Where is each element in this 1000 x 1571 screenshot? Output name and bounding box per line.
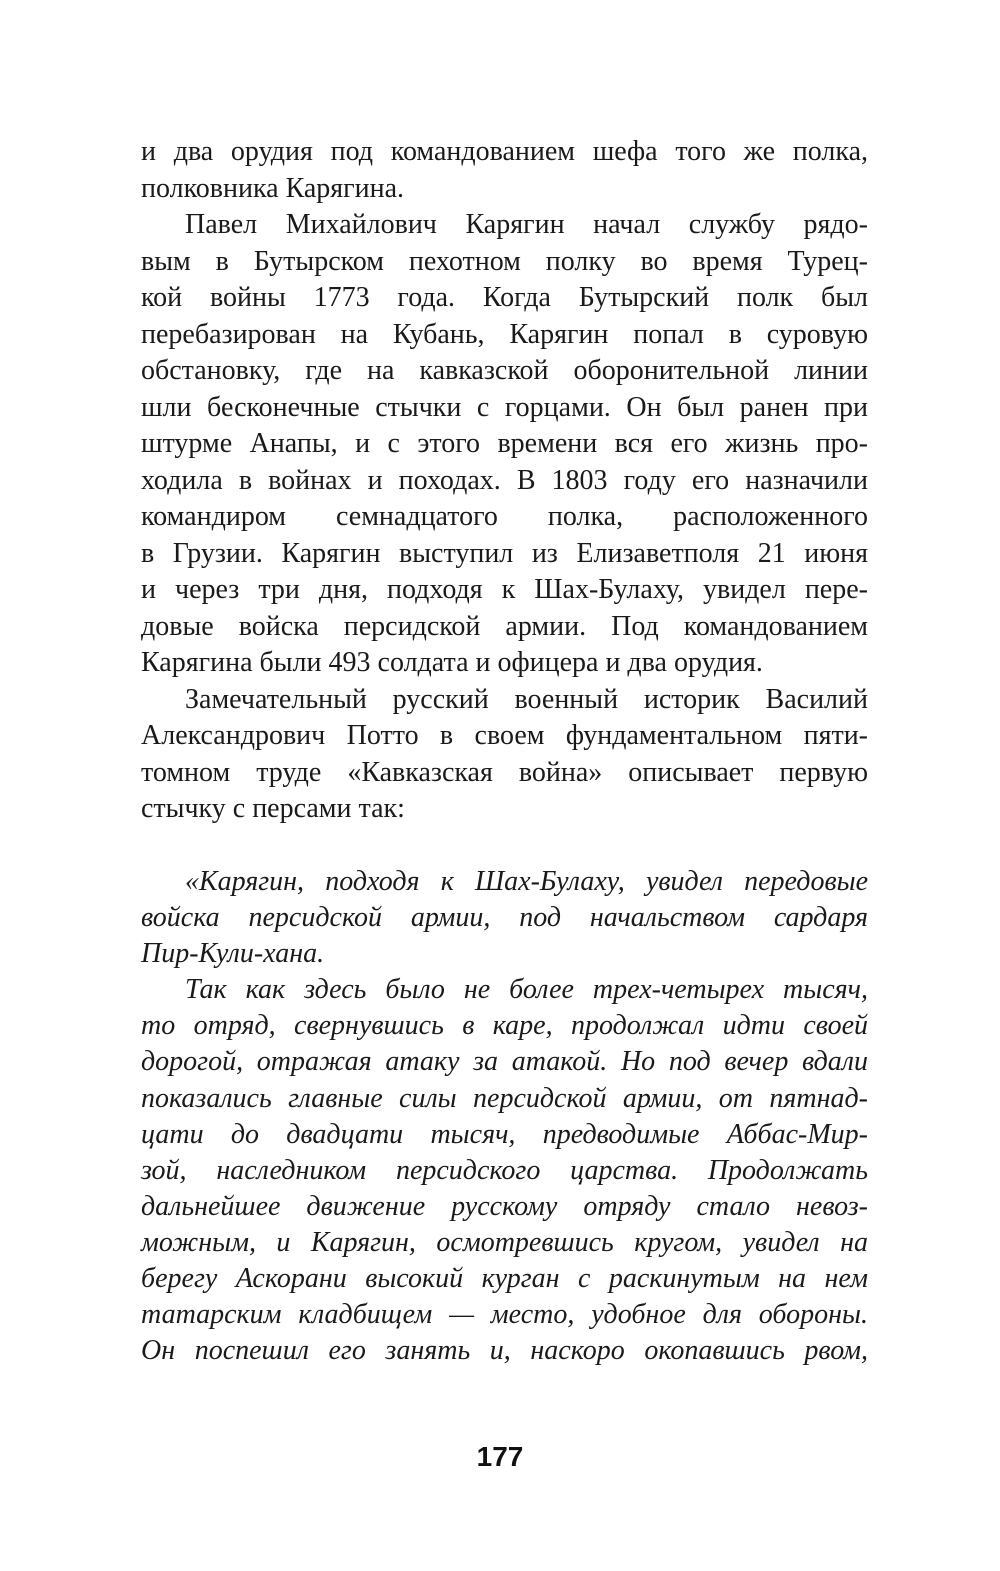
body-line: в Грузии. Карягин выступил из Елизаветполя 21 июня [141,537,868,569]
page-number: 177 [476,1441,524,1472]
body-line: вым в Бутырском пехотном полку во время Турец- [141,245,868,277]
body-line: Замечательный русский военный историк Василий [185,683,868,715]
quote-line: то отряд, свернувшись в каре, продолжал идти своей [141,1010,868,1042]
quote-line: дорогой, отражая атаку за атакой. Но под вечер вдали [141,1046,868,1078]
quote-line: Он поспешил его занять и, наскоро окопавшись рвом, [141,1335,868,1367]
quote-line: Так как здесь было не более трех-четырех тысяч, [185,974,868,1006]
quote-line: войска персидской армии, под начальством сардаря [141,902,868,934]
body-line: перебазирован на Кубань, Карягин попал в суровую [141,318,868,350]
body-text [141,134,868,828]
quote-line: «Карягин, подходя к Шах-Булаху, увидел передовые [185,866,868,897]
quotation [141,864,868,1369]
body-line: и через три дня, подходя к Шах-Булаху, увидел пере- [141,574,868,605]
quote-line: можным, и Карягин, осмотревшись кругом, увидел на [141,1226,868,1258]
body-line: Павел Михайлович Карягин начал службу рядо- [185,209,868,240]
body-line: томном труде «Кавказская война» описывает первую [141,756,868,788]
body-line: Александрович Потто в своем фундаментальном пяти- [141,720,868,751]
body-line: Карягина были 493 солдата и офицера и два орудия. [141,647,763,678]
body-line: довые войска персидской армии. Под командованием [141,610,868,642]
quote-line: Пир-Кули-хана. [141,938,325,970]
quote-line: татарским кладбищем — место, удобное для обороны. [141,1299,868,1331]
body-line: штурме Анапы, и с этого времени вся его жизнь про- [141,428,868,459]
quote-line: зой, наследником персидского царства. Продолжать [141,1154,868,1186]
quote-line: берегу Аскорани высокий курган с раскинутым на нем [141,1263,868,1295]
body-line: командиром семнадцатого полка, расположенного [141,501,868,532]
body-line: обстановку, где на кавказской оборонительной линии [141,355,868,386]
body-line: и два орудия под командованием шефа того же полка, [141,136,868,167]
body-line: полковника Карягина. [141,172,405,204]
quote-line: дальнейшее движение русскому отряду стало невоз- [141,1190,868,1222]
body-line: шли бесконечные стычки с горцами. Он был ранен при [141,391,868,423]
quote-line: показались главные силы персидской армии, от пятнад- [141,1082,868,1114]
body-line: стычку с персами так: [141,793,405,824]
body-line: кой войны 1773 года. Когда Бутырский полк был [141,282,868,313]
body-line: ходила в войнах и походах. В 1803 году его назначили [141,464,868,496]
quote-line: цати до двадцати тысяч, предводимые Аббас-Мир- [141,1118,868,1150]
